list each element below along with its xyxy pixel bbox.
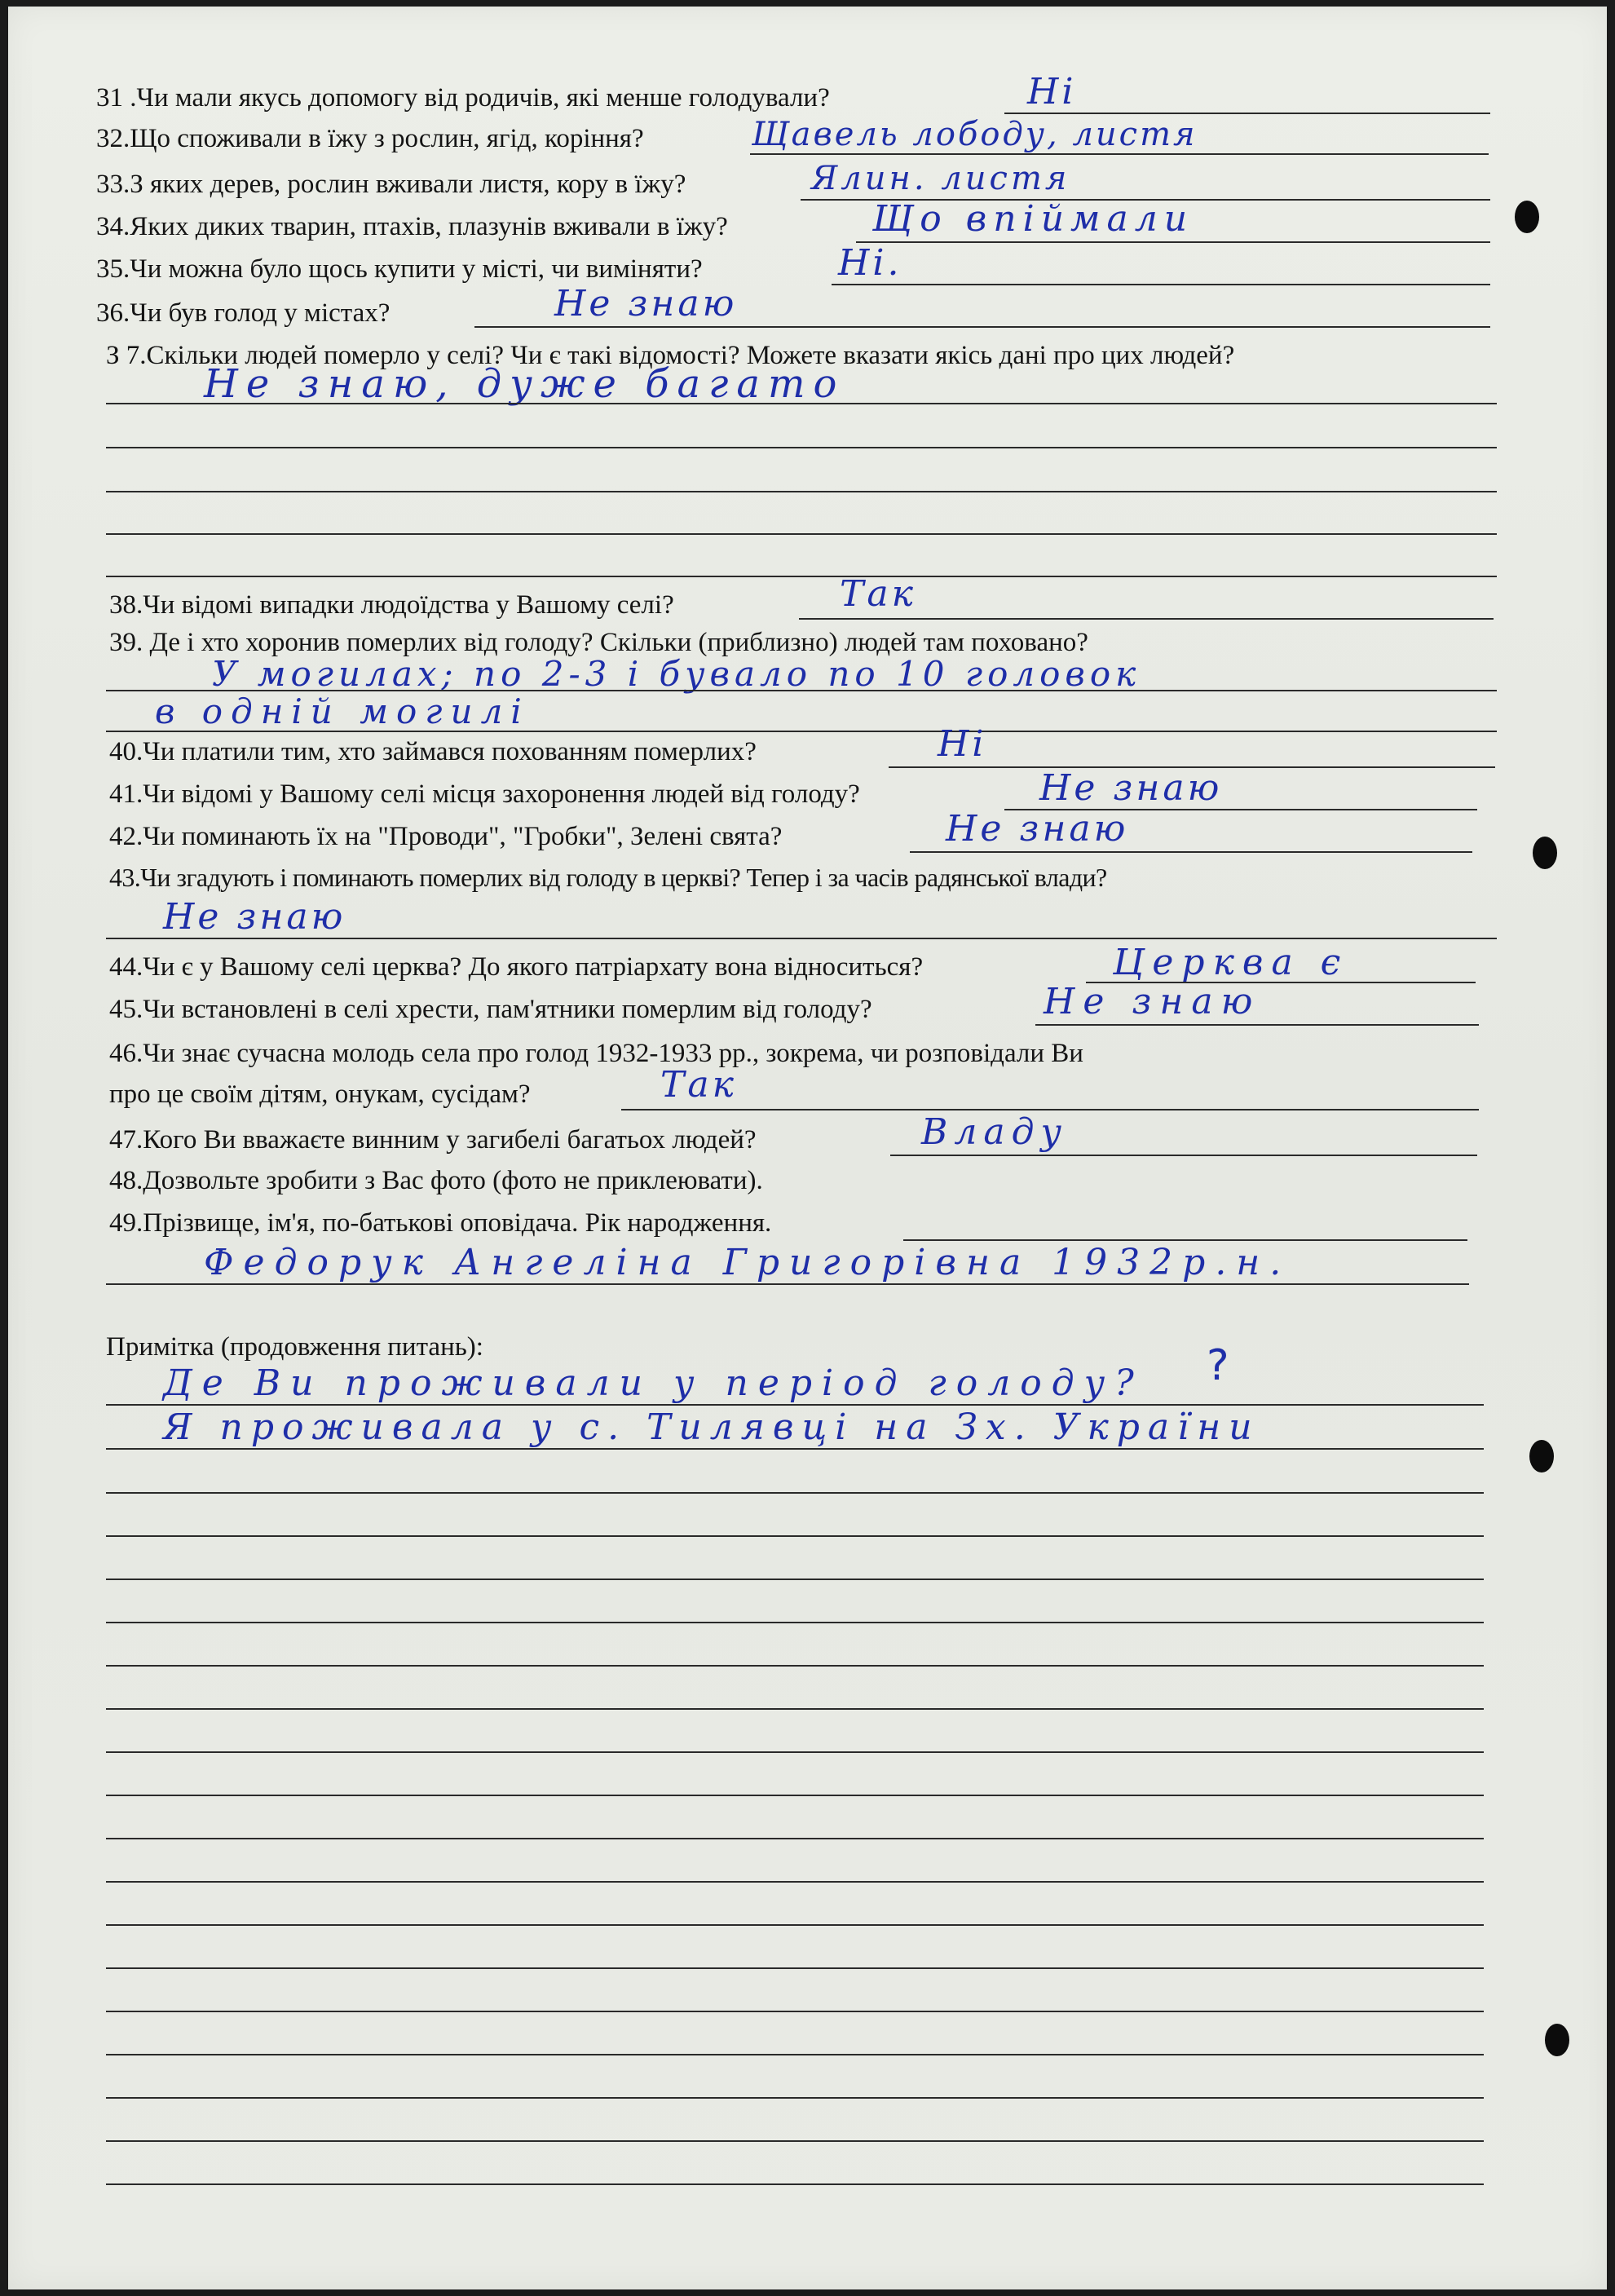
answer-40: Ні	[938, 723, 987, 765]
answer-line-47	[890, 1155, 1477, 1156]
answer-line-39-2	[106, 731, 1497, 732]
answer-line-37-4	[106, 533, 1497, 535]
question-43: 43.Чи згадують і поминають померлих від голоду в церкві? Тепер і за часів радянської влади?	[109, 863, 1107, 892]
question-42: 42.Чи поминають їх на "Проводи", "Гробки", Зелені свята?	[109, 822, 783, 851]
answer-line-42	[910, 851, 1472, 853]
note-line-17	[106, 2097, 1484, 2099]
note-line-18	[106, 2140, 1484, 2142]
answer-36: Не знаю	[554, 283, 738, 325]
question-32: 32.Що споживали в їжу з рослин, ягід, коріння?	[96, 124, 644, 153]
answer-32: Щавель лободу, листя	[752, 116, 1198, 153]
note-line-14	[106, 1967, 1484, 1969]
question-34: 34.Яких диких тварин, птахів, плазунів вживали в їжу?	[96, 212, 728, 241]
answer-39-line1: У могилах; по 2-3 і бувало по 10 головок	[212, 654, 1141, 694]
answer-line-37-1	[106, 403, 1497, 404]
answer-line-37-5	[106, 576, 1497, 577]
question-46-line2: про це своїм дітям, онукам, сусідам?	[109, 1080, 531, 1109]
note-line-5	[106, 1578, 1484, 1580]
answer-45: Не знаю	[1044, 981, 1261, 1022]
answer-46: Так	[660, 1064, 737, 1106]
answer-line-43	[106, 938, 1497, 939]
answer-line-35	[832, 284, 1490, 285]
answer-35: Ні.	[838, 242, 902, 284]
question-41: 41.Чи відомі у Вашому селі місця захоронення людей від голоду?	[109, 779, 860, 809]
answer-37: Не знаю, дуже багато	[204, 361, 845, 407]
question-36: 36.Чи був голод у містах?	[96, 298, 391, 328]
question-37: З 7.Скільки людей померло у селі? Чи є такі відомості? Можете вказати якісь дані про цих людей?	[106, 341, 1235, 370]
answer-41: Не знаю	[1039, 767, 1223, 809]
answer-43: Не знаю	[163, 896, 346, 938]
question-31: 31 .Чи мали якусь допомогу від родичів, які менше голодували?	[96, 83, 830, 113]
question-38: 38.Чи відомі випадки людоїдства у Вашому селі?	[109, 590, 674, 620]
answer-line-34	[856, 241, 1490, 243]
answer-line-46	[621, 1109, 1479, 1110]
note-line-3	[106, 1492, 1484, 1494]
question-40: 40.Чи платили тим, хто займався похованням померлих?	[109, 737, 757, 766]
note-answer-line1: Де Ви проживали у період голоду?	[163, 1362, 1144, 1404]
question-45: 45.Чи встановлені в селі хрести, пам'ятники померлим від голоду?	[109, 995, 872, 1024]
question-48: 48.Дозвольте зробити з Вас фото (фото не приклеювати).	[109, 1166, 763, 1195]
binder-hole-top	[1515, 201, 1539, 233]
binder-hole-lower-middle	[1529, 1440, 1554, 1473]
note-line-9	[106, 1751, 1484, 1753]
note-line-13	[106, 1924, 1484, 1926]
question-33: 33.З яких дерев, рослин вживали листя, кору в їжу?	[96, 170, 686, 199]
note-line-8	[106, 1708, 1484, 1710]
note-line-11	[106, 1838, 1484, 1839]
answer-39-line2: в одній могилі	[155, 691, 530, 731]
answer-line-45	[1035, 1024, 1479, 1026]
question-35: 35.Чи можна було щось купити у місті, чи виміняти?	[96, 254, 703, 284]
note-line-19	[106, 2183, 1484, 2185]
note-line-10	[106, 1795, 1484, 1796]
answer-38: Так	[840, 573, 916, 615]
answer-line-49-b	[106, 1283, 1469, 1285]
note-line-1	[106, 1404, 1484, 1406]
question-44: 44.Чи є у Вашому селі церква? До якого патріархату вона відноситься?	[109, 952, 924, 982]
answer-44: Церква є	[1113, 942, 1349, 983]
answer-line-38	[799, 618, 1494, 620]
questionnaire-page	[8, 7, 1607, 2289]
note-line-15	[106, 2011, 1484, 2012]
answer-line-49-a	[903, 1239, 1467, 1241]
note-heading: Примітка (продовження питань):	[106, 1332, 483, 1362]
note-line-7	[106, 1665, 1484, 1667]
question-46-line1: 46.Чи знає сучасна молодь села про голод 1932-1933 рр., зокрема, чи розповідали Ви	[109, 1039, 1083, 1068]
answer-34: Що впіймали	[872, 198, 1194, 240]
answer-47: Владу	[921, 1111, 1068, 1153]
answer-33: Ялин. листя	[811, 160, 1070, 197]
note-answer-line2: Я проживала у с. Тилявці на Зх. України	[163, 1406, 1260, 1448]
note-line-6	[106, 1622, 1484, 1623]
answer-line-36	[474, 326, 1490, 328]
question-47: 47.Кого Ви вважаєте винним у загибелі багатьох людей?	[109, 1125, 757, 1155]
question-39: 39. Де і хто хоронив померлих від голоду? Скільки (приблизно) людей там поховано?	[109, 628, 1088, 657]
note-line-16	[106, 2054, 1484, 2055]
answer-42: Не знаю	[946, 808, 1129, 850]
note-line-2	[106, 1448, 1484, 1450]
answer-line-37-3	[106, 491, 1497, 492]
binder-hole-upper-middle	[1533, 837, 1557, 869]
note-line-4	[106, 1535, 1484, 1537]
question-49: 49.Прізвище, ім'я, по-батькові оповідача. Рік народження.	[109, 1208, 772, 1238]
question-mark-annotation: ?	[1207, 1341, 1229, 1390]
binder-hole-bottom	[1545, 2024, 1569, 2056]
answer-31: Ні	[1027, 71, 1077, 113]
answer-line-37-2	[106, 447, 1497, 448]
answer-49: Федорук Ангеліна Григорівна 1932р.н.	[204, 1242, 1291, 1283]
note-line-12	[106, 1881, 1484, 1883]
